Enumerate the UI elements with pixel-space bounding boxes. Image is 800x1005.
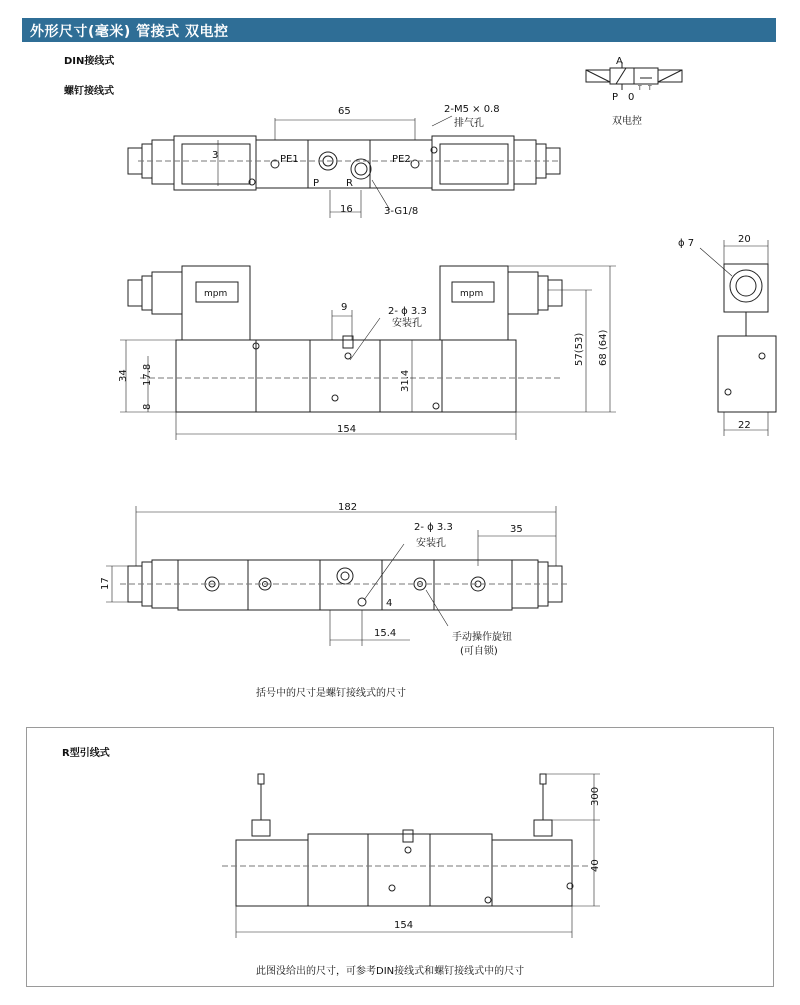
r-type-panel <box>26 727 774 987</box>
dim-17: 17 <box>100 577 111 590</box>
manual-label: 手动操作旋钮 <box>452 632 512 643</box>
dim-16: 16 <box>340 204 353 215</box>
dim-8: 8 <box>142 403 153 410</box>
dia7-label: ϕ 7 <box>678 238 695 249</box>
dim-34: 34 <box>118 369 129 382</box>
front-mount-label: 安装孔 <box>392 318 422 329</box>
dim-57: 57(53) <box>574 332 585 366</box>
symbol-a: A <box>616 56 623 67</box>
dim-22: 22 <box>738 420 751 431</box>
dim-15-4: 15.4 <box>374 628 397 639</box>
symbol-caption: 双电控 <box>612 116 642 127</box>
symbol-t2: T <box>648 85 652 92</box>
r-type-label: R型引线式 <box>62 748 110 759</box>
dim-300: 300 <box>590 786 601 806</box>
dim-35: 35 <box>510 524 523 535</box>
manual-sub: (可自锁) <box>460 646 498 657</box>
front-view <box>120 266 616 440</box>
pe2-label: PE2 <box>392 154 411 165</box>
bracket-note: 括号中的尺寸是螺钉接线式的尺寸 <box>256 688 406 699</box>
exhaust-label: 排气孔 <box>454 118 484 129</box>
dim-154-r: 154 <box>394 920 414 931</box>
bottom-mount-label: 安装孔 <box>416 538 446 549</box>
dim-65: 65 <box>338 106 351 117</box>
side-view <box>700 240 776 436</box>
front-mount: 2- ϕ 3.3 <box>388 306 427 317</box>
dim-182: 182 <box>338 502 358 513</box>
bottom-view <box>106 506 570 646</box>
pe1-label: PE1 <box>280 154 299 165</box>
dim-17-8: 17.8 <box>142 363 153 386</box>
symbol-p: P <box>612 92 619 103</box>
symbol-t1: T <box>638 85 642 92</box>
mpm-right: mpm <box>460 289 484 299</box>
bottom-mount: 2- ϕ 3.3 <box>414 522 453 533</box>
symbol-o: 0 <box>628 92 635 103</box>
dim-40: 40 <box>590 859 601 872</box>
dim-3: 3 <box>212 150 219 161</box>
din-label: DIN接线式 <box>64 56 115 67</box>
dim-20: 20 <box>738 234 751 245</box>
dim-68: 68 (64) <box>598 329 609 366</box>
port-p: P <box>313 178 320 189</box>
port-r: R <box>346 178 353 189</box>
mpm-left: mpm <box>204 289 228 299</box>
valve-symbol <box>586 62 682 90</box>
dim-4: 4 <box>386 598 393 609</box>
top-view <box>128 116 560 218</box>
r-type-note: 此图没给出的尺寸，可参考DIN接线式和螺钉接线式中的尺寸 <box>256 966 525 977</box>
m5-label: 2-M5 × 0.8 <box>444 104 500 115</box>
screw-label: 螺钉接线式 <box>64 86 114 97</box>
dim-31-4: 31.4 <box>400 369 411 392</box>
dim-154-front: 154 <box>337 424 357 435</box>
g18-label: 3-G1/8 <box>384 206 419 217</box>
dim-9: 9 <box>341 302 348 313</box>
page-title: 外形尺寸(毫米) 管接式 双电控 <box>30 24 229 40</box>
